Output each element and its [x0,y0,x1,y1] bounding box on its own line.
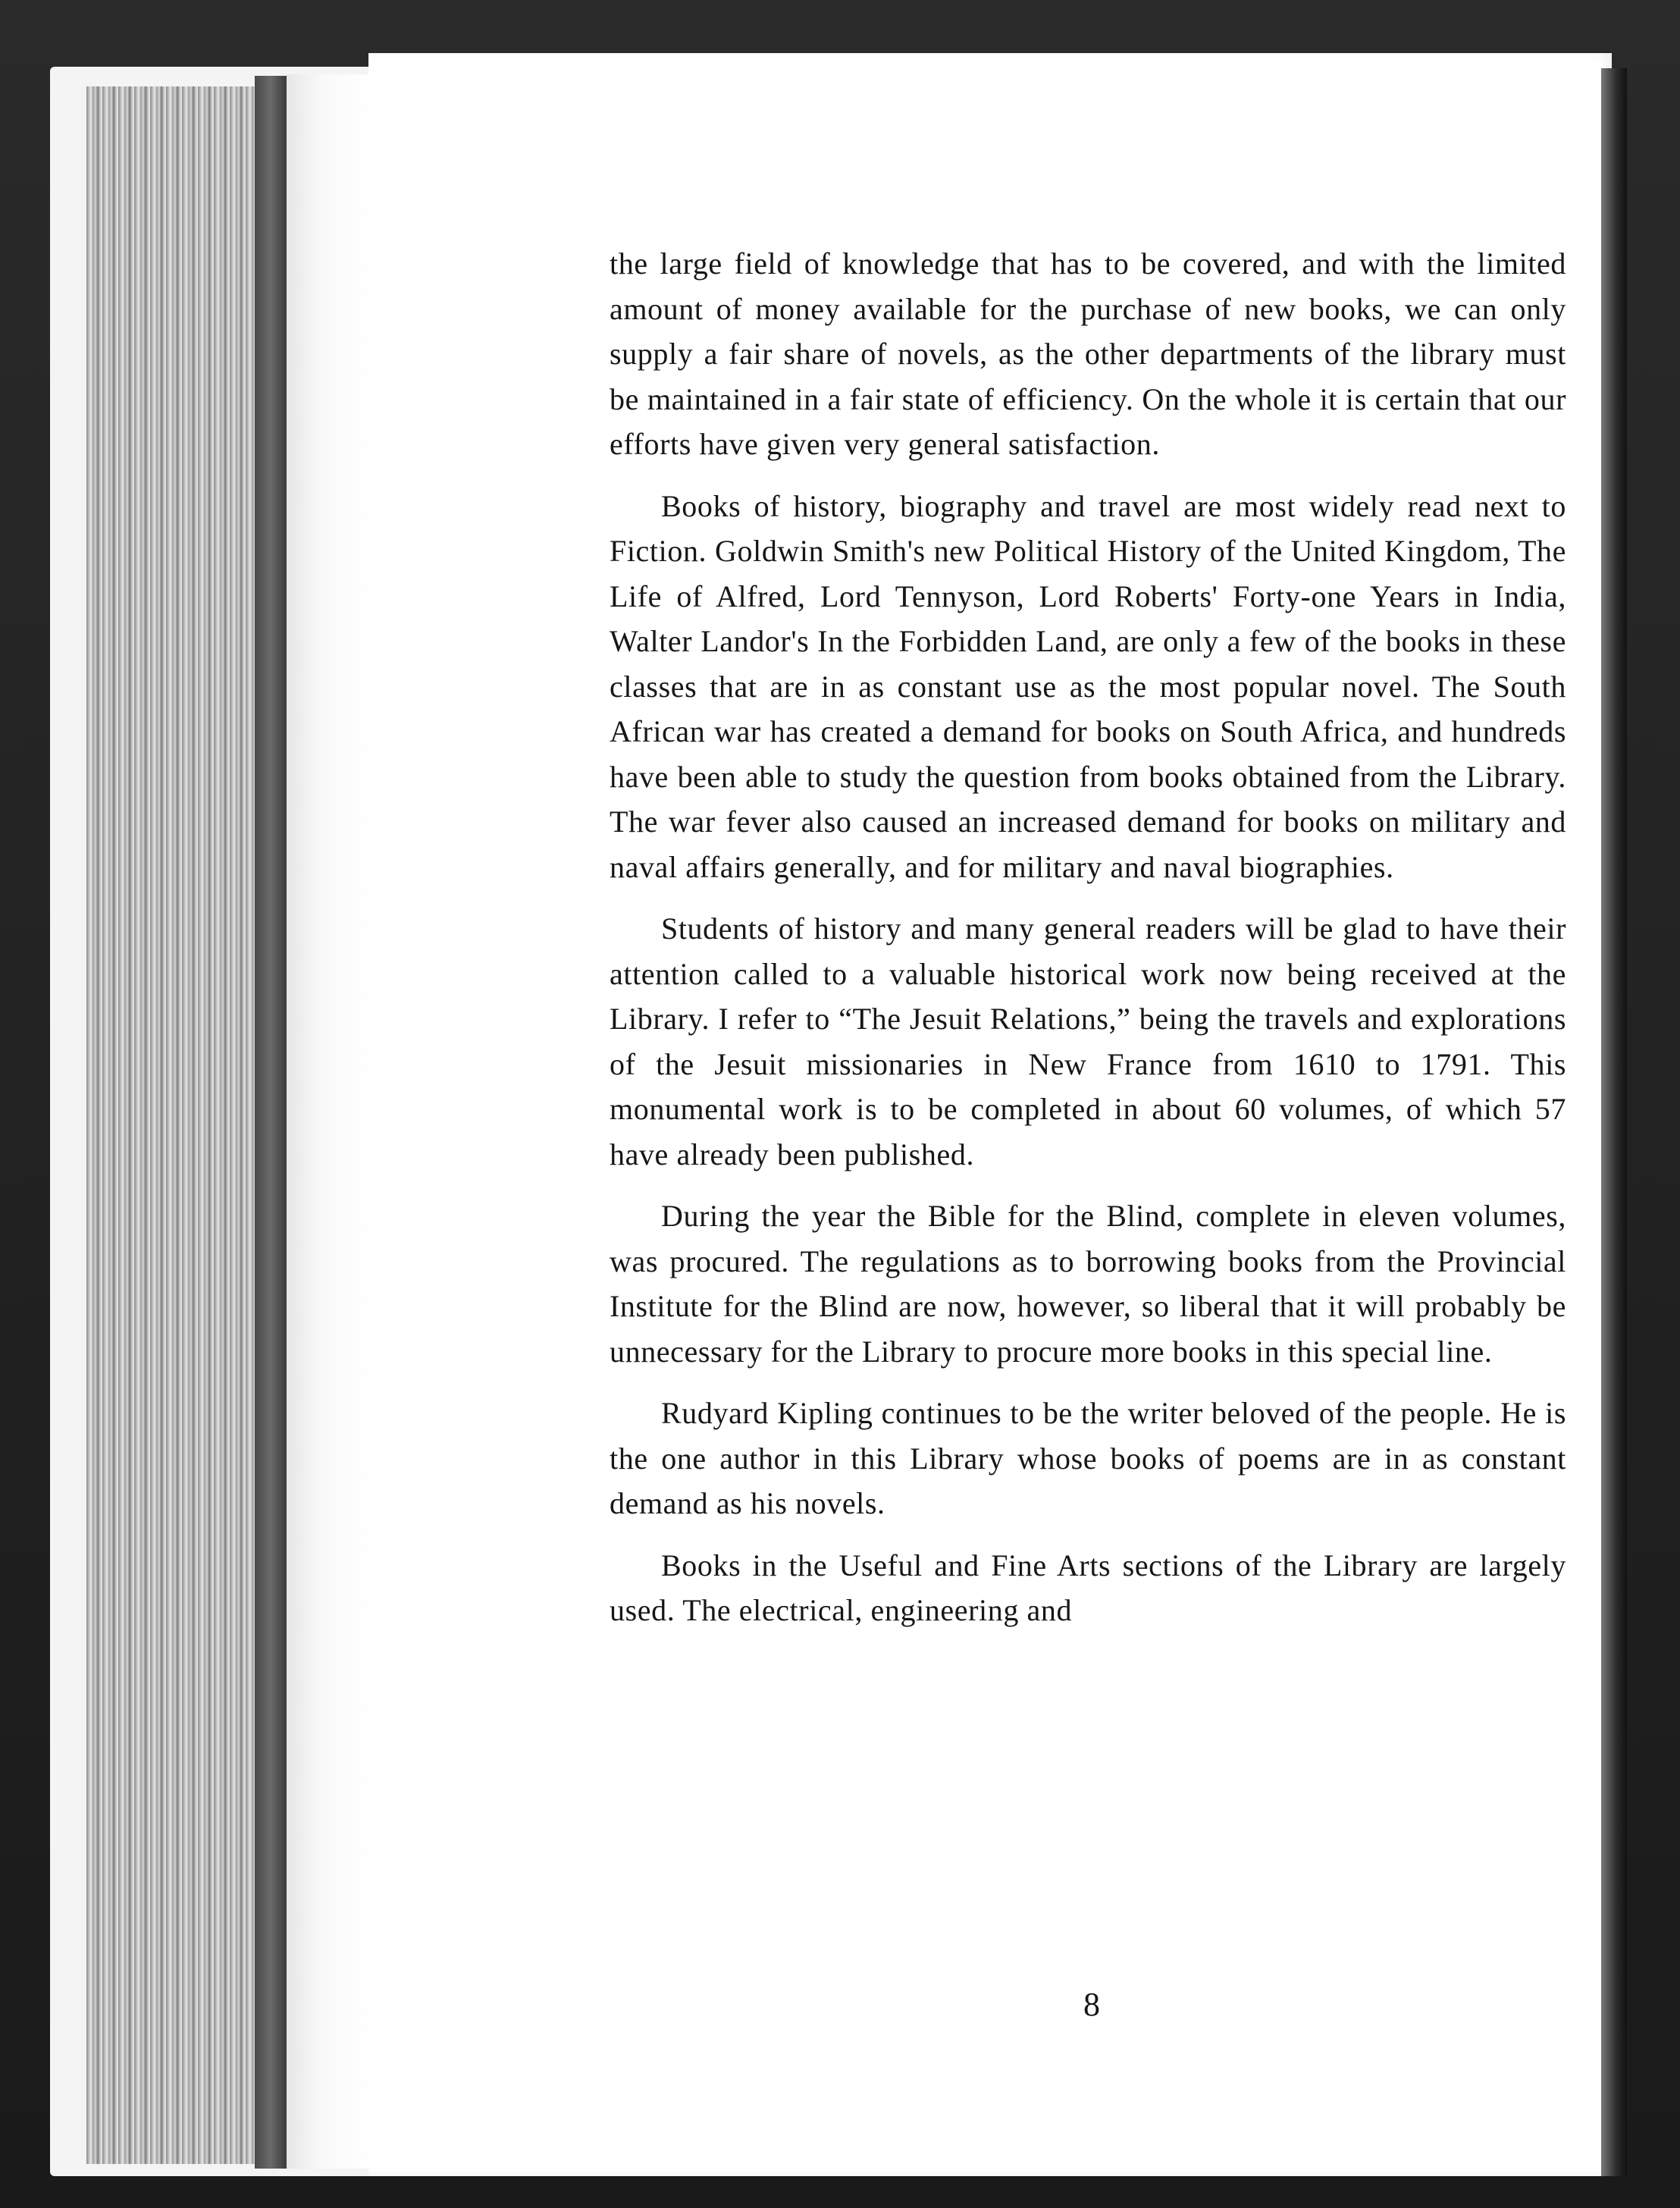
paragraph-2: Books of history, biography and travel are most widely read next to Fiction. Goldwin Smith's new Political History of the United Kingdom, The Life of Alfred, Lord Tennyson, Lord Roberts' Forty-one Years in India, Walter Landor's In the Forbidden Land, are only a few of the books in these classes that are in as constant use as the most popular novel. The South African war has created a demand for books on South Africa, and hundreds have been able to study the question from books obtained from the Library. The war fever also caused an increased demand for books on military and naval affairs generally, and for military and naval biographies. [610,488,1566,884]
right-page-edge [1601,68,1627,2176]
paragraph-3: Students of history and many general readers will be glad to have their attention called to a valuable historical work now being received at the Library. I refer to “The Jesuit Relations,” being the travels and explorations of the Jesuit missionaries in New France from 1610 to 1791. This monumental work is to be completed in about 60 volumes, of which 57 have already been published. [610,911,1566,1171]
paragraph-1: the large field of knowledge that has to be covered, and with the limited amount of money available for the purchase of new books, we can only supply a fair share of novels, as the other departments of the library must be maintained in a fair state of efficiency. On the whole it is certain that our efforts have given very general satisfaction. [610,246,1566,461]
gutter [287,74,378,2169]
page-number: 8 [1083,1986,1100,2023]
spine-shadow [255,76,287,2169]
paragraph-5: Rudyard Kipling continues to be the writer beloved of the people. He is the one author in this Library whose books of poems are in as constant demand as his novels. [610,1396,1566,1520]
paragraph-4: During the year the Bible for the Blind, complete in eleven volumes, was procured. The regulations as to borrowing books from the Provincial Institute for the Blind are now, however, so liberal that it will probably be unnecessary for the Library to procure more books in this special line. [610,1199,1566,1369]
page-body-text [610,241,1566,1650]
paragraph-6: Books in the Useful and Fine Arts sections of the Library are largely used. The electrical, engineering and [610,1548,1566,1627]
page-stack [86,86,276,2164]
